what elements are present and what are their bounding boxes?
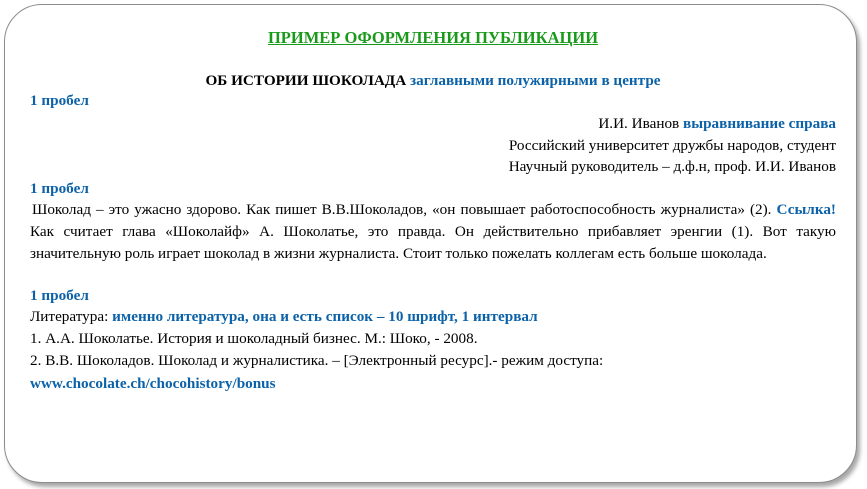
publication-example: [30, 0, 836, 480]
reference-item-2: 2. В.В. Шоколадов. Шоколад и журналистика. – [Электронный ресурс].- режим доступа:: [30, 352, 604, 369]
reference-url-link[interactable]: www.chocolate.ch/chocohistory/bonus: [30, 375, 276, 392]
body-part-1: Шоколад – это ужасно здорово. Как пишет В.В.Шоколадов, «он повышает работоспособность журналиста» (2).: [32, 201, 777, 218]
spacer-label-1: 1 пробел: [30, 92, 89, 109]
author-supervisor: Научный руководитель – д.ф.н, проф. И.И. Иванов: [508, 158, 836, 175]
author-name-line: [30, 114, 836, 134]
spacer-label-3: 1 пробел: [30, 287, 89, 304]
author-affiliation: Российский университет дружбы народов, студент: [508, 137, 836, 154]
author-align-note: выравнивание справа: [679, 115, 836, 132]
page-heading: ПРИМЕР ОФОРМЛЕНИЯ ПУБЛИКАЦИИ: [267, 28, 599, 47]
article-title: [30, 71, 836, 91]
reference-item-1: 1. А.А. Шоколатье. История и шоколадный бизнес. М.: Шоко, - 2008.: [30, 330, 478, 347]
references-note: именно литература, она и есть список – 10 шрифт, 1 интервал: [112, 308, 538, 325]
article-title-note: заглавными полужирными в центре: [406, 72, 661, 89]
citation-note: Ссылка!: [776, 201, 836, 218]
references-label: Литература:: [30, 308, 113, 325]
author-name: И.И. Иванов: [598, 115, 680, 132]
references-heading: [30, 307, 836, 327]
body-paragraph: [30, 199, 836, 265]
body-part-2: Как считает глава «Шоколайф» А. Шоколатье, это правда. Он действительно прибавляет эренгии (1). Вот такую значительную роль играет шоколад в жизни журналиста. Стоит только пожелать коллегам есть больше шоколада.: [30, 223, 836, 262]
article-title-text: ОБ ИСТОРИИ ШОКОЛАДА: [205, 72, 407, 89]
spacer-label-2: 1 пробел: [30, 180, 89, 197]
